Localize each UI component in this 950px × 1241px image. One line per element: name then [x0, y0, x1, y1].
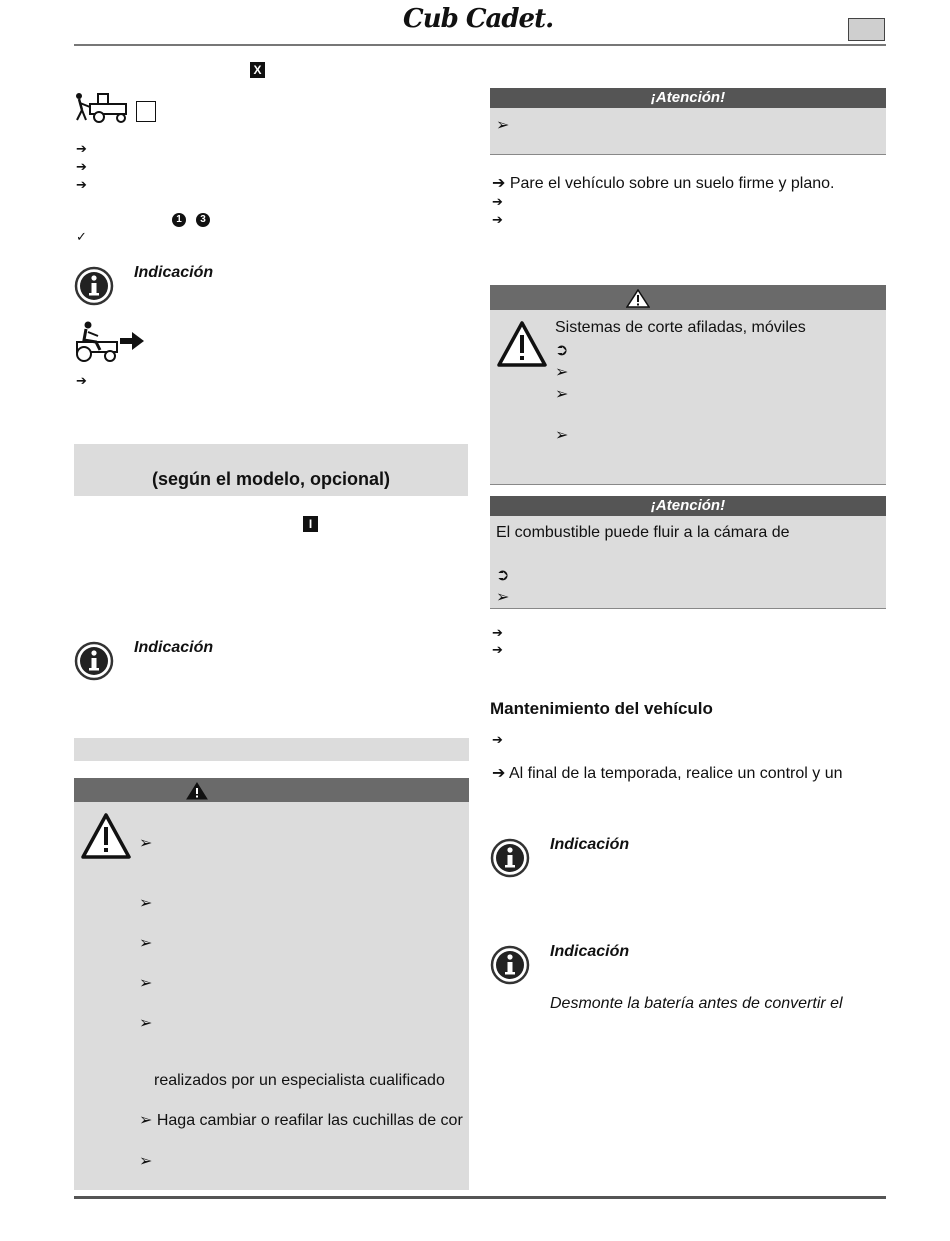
header-rule [74, 44, 886, 46]
note-1-title: Indicación [134, 264, 214, 281]
figure-i-label: I [303, 516, 318, 532]
note-4-text: Desmonte la batería antes de convertir el [550, 995, 843, 1012]
note-3-title: Indicación [550, 836, 630, 853]
danger-header-bar [490, 285, 886, 310]
info-icon [74, 641, 114, 681]
ref-number-1: 1 [172, 213, 186, 227]
warning-specialist-line: realizados por un especialista cualificado [154, 1072, 445, 1089]
warning-bullet-5: ➢ [139, 1015, 153, 1032]
note-4-title: Indicación [550, 943, 630, 960]
page-tab-box [848, 18, 885, 41]
drive-tractor-icon [74, 320, 146, 364]
attention-1-header: ¡Atención! [490, 88, 886, 108]
gray-heading-text: (según el modelo, opcional) [151, 469, 391, 489]
danger-bullet-2: ➢ [555, 364, 569, 381]
maintenance-bullet: ➔ [492, 732, 503, 747]
figure-x-label: X [250, 62, 265, 78]
gray-section-bar [74, 738, 469, 761]
warning-large-icon [496, 320, 548, 368]
warning-small-icon [626, 289, 650, 308]
danger-bullet-3: ➢ [555, 386, 569, 403]
bullet-3: ➔ [76, 177, 87, 192]
warning-bullet-2: ➢ [139, 895, 153, 912]
bullet-2: ➔ [76, 159, 87, 174]
warning-bullet-1: ➢ [139, 835, 153, 852]
attention-1-body [490, 108, 886, 154]
brand-logo: Cub Cadet. [403, 4, 554, 34]
attention-2-header: ¡Atención! [490, 496, 886, 516]
park-line: ➔ Pare el vehículo sobre un suelo firme y plano. [492, 175, 835, 192]
push-tractor-icon [74, 90, 132, 124]
attention-1-rule [490, 154, 886, 155]
fuel-bullet-1: ➔ [492, 625, 503, 640]
note-2-title: Indicación [134, 639, 214, 656]
danger-bullet-4: ➢ [555, 427, 569, 444]
danger-rule [490, 484, 886, 485]
park-bullet-2: ➔ [492, 212, 503, 227]
danger-bullet-1: ➲ [555, 342, 569, 359]
danger-line-1: Sistemas de corte afiladas, móviles [555, 319, 806, 336]
warning-body [74, 802, 469, 1190]
attention-2-bullet-1: ➲ [496, 567, 510, 584]
attention-2-line-1: El combustible puede fluir a la cámara de [496, 524, 790, 541]
warning-header-bar [74, 778, 469, 802]
warning-last-bullet: ➢ [139, 1153, 153, 1170]
attention-2-bullet-2: ➢ [496, 589, 510, 606]
park-bullet-1: ➔ [492, 194, 503, 209]
bullet-after-drive: ➔ [76, 373, 87, 388]
warning-blades-line: ➢ Haga cambiar o reafilar las cuchillas de cor [139, 1112, 463, 1129]
warning-bullet-4: ➢ [139, 975, 153, 992]
season-line: ➔ Al final de la temporada, realice un control y un [492, 765, 843, 782]
fuel-bullet-2: ➔ [492, 642, 503, 657]
check-mark: ✓ [76, 229, 87, 244]
info-icon [490, 838, 530, 878]
checkbox-square [136, 101, 156, 122]
attention-2-rule [490, 608, 886, 609]
attention-1-bullet: ➢ [496, 117, 510, 134]
warning-small-icon [186, 782, 208, 800]
warning-bullet-3: ➢ [139, 935, 153, 952]
ref-number-3: 3 [196, 213, 210, 227]
warning-large-icon [80, 812, 132, 860]
info-icon [490, 945, 530, 985]
info-icon [74, 266, 114, 306]
maintenance-heading: Mantenimiento del vehículo [490, 699, 713, 718]
footer-rule [74, 1196, 886, 1199]
bullet-1: ➔ [76, 141, 87, 156]
